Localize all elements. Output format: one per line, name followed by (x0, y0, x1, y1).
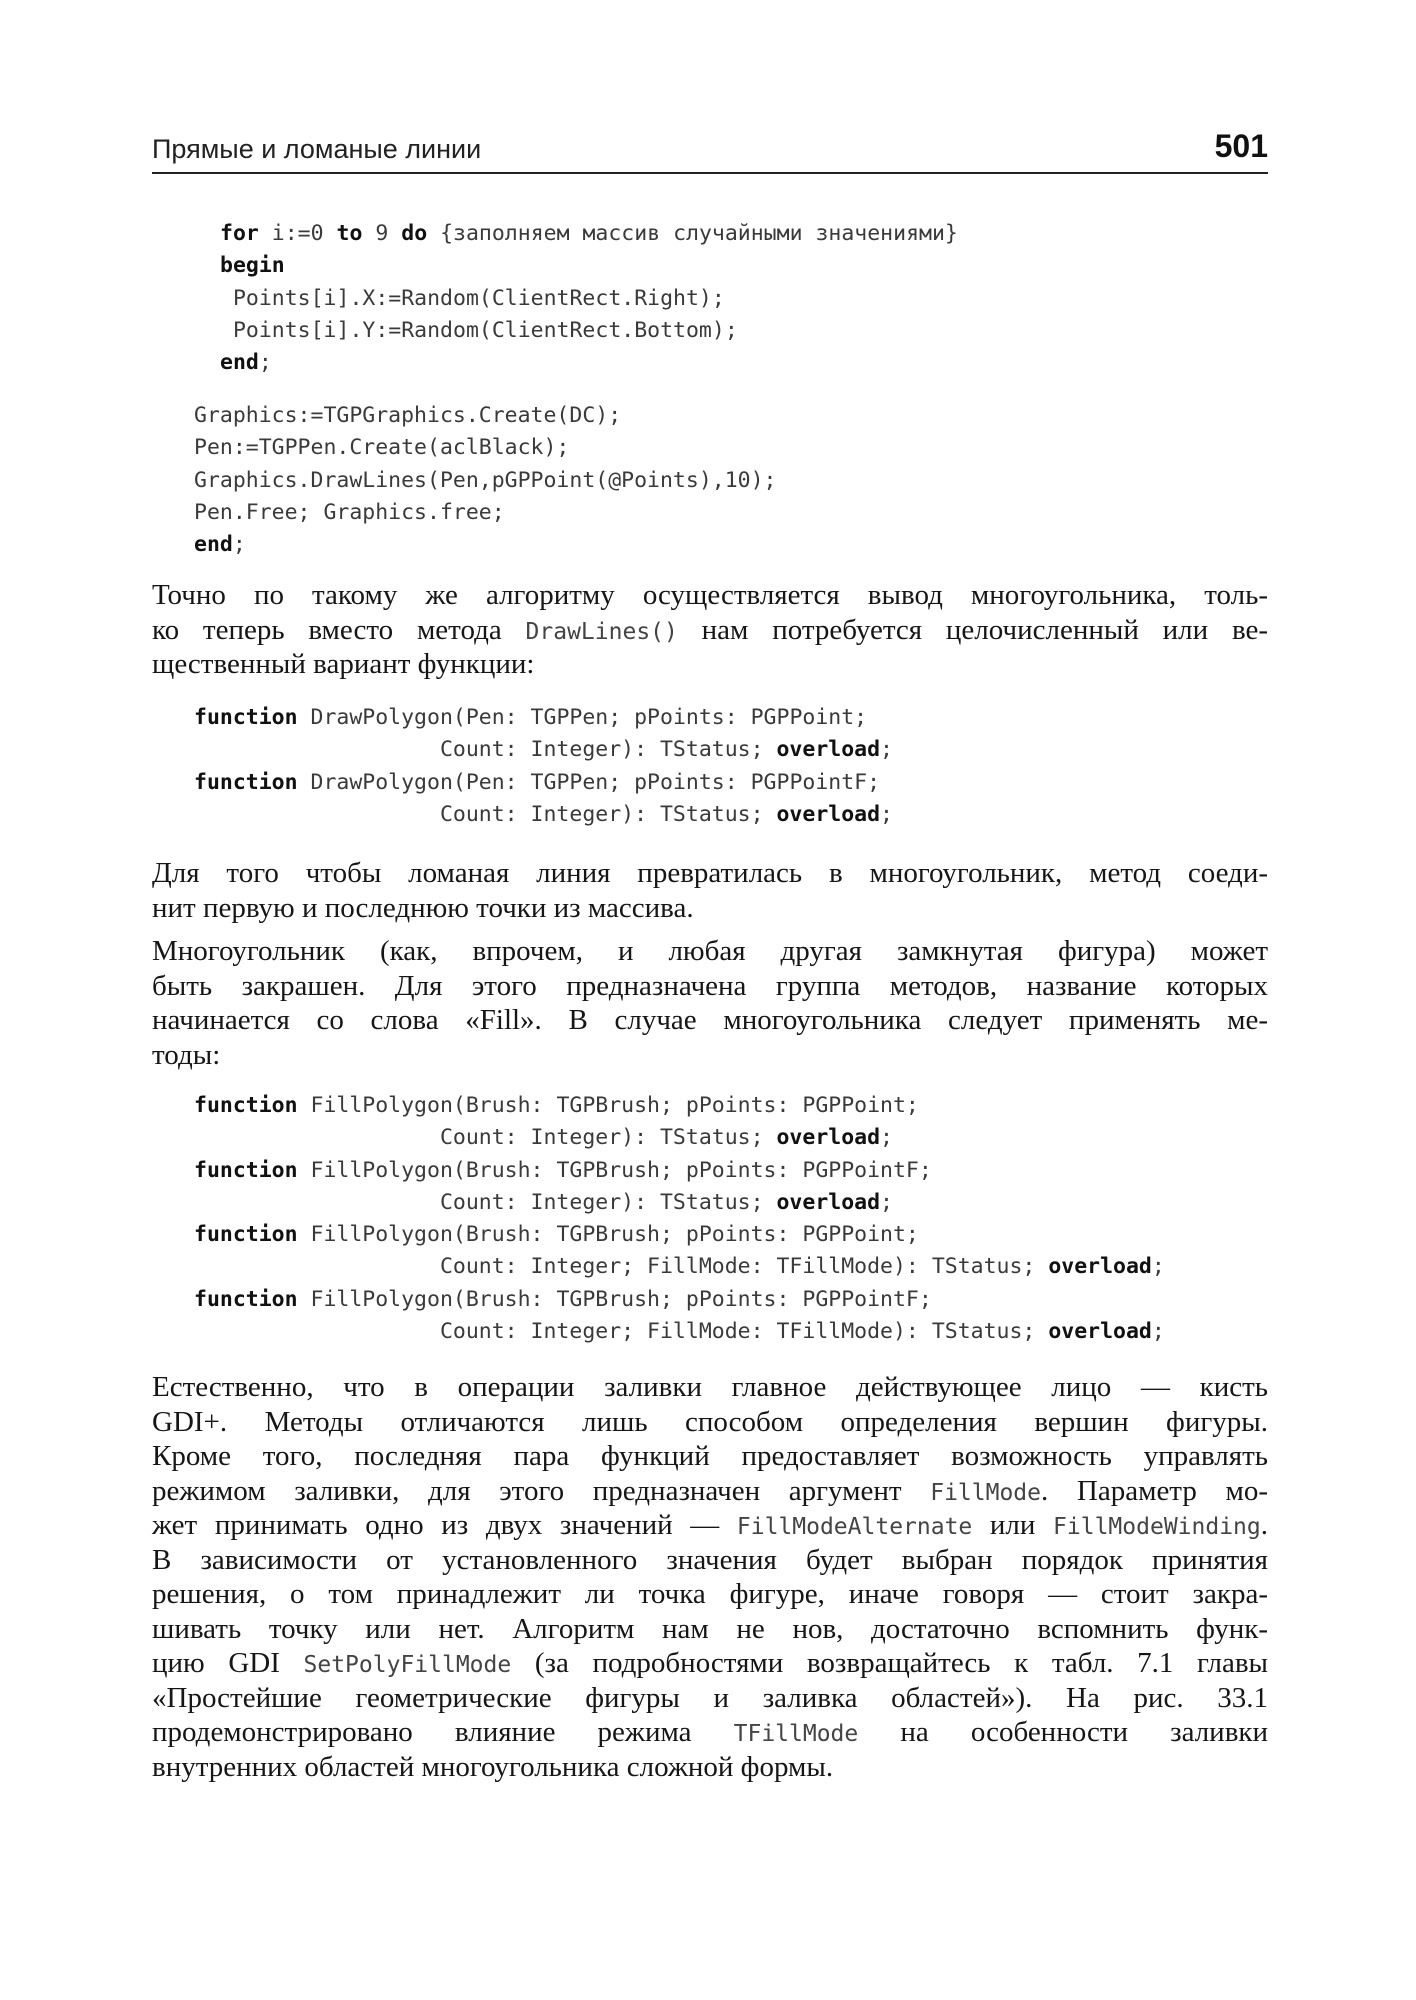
running-title: Прямые и ломаные линии (152, 134, 482, 164)
text-line: цию GDI SetPolyFillMode (за подробностями возвращайтесь к табл. 7.1 главы (152, 1647, 1268, 1679)
code-block-loop (220, 218, 1416, 379)
text-line: режимом заливки, для этого предназначен аргумент FillMode. Параметр мо- (152, 1474, 1268, 1507)
code-line: function FillPolygon(Brush: TGPBrush; pPoints: PGPPoint; (194, 1093, 919, 1118)
text-line: «Простейшие геометрические фигуры и заливка областей»). На рис. 33.1 (152, 1681, 1268, 1714)
code-line: Count: Integer): TStatus; overload; (194, 801, 893, 827)
code-line: function FillPolygon(Brush: TGPBrush; pPoints: PGPPoint; (194, 1222, 919, 1248)
text-line: В зависимости от установленного значения будет выбран порядок принятия (152, 1543, 1268, 1576)
code-line: Pen:=TGPPen.Create(aclBlack); (194, 435, 570, 461)
code-line: Pen.Free; Graphics.free; (194, 499, 505, 525)
paragraph-polygon-close (152, 856, 1268, 925)
code-line: end; (194, 532, 246, 558)
code-line: function DrawPolygon(Pen: TGPPen; pPoints: PGPPoint; (194, 705, 868, 730)
text-line: Многоугольник (как, впрочем, и любая другая замкнутая фигура) может (152, 935, 1268, 967)
code-line: Graphics.DrawLines(Pen,pGPPoint(@Points),10); (194, 467, 777, 493)
code-line: Count: Integer): TStatus; overload; (194, 1125, 893, 1151)
paragraph-fill-intro (152, 934, 1268, 1072)
code-line: Graphics:=TGPGraphics.Create(DC); (194, 403, 622, 428)
code-line: function DrawPolygon(Pen: TGPPen; pPoints: PGPPointF; (194, 769, 881, 795)
code-block-fillpolygon (194, 1090, 1416, 1348)
text-line: начинается со слова «Fill». В случае многоугольника следует применять ме- (152, 1004, 1268, 1036)
code-block-drawlines (194, 400, 1416, 561)
page-header (152, 128, 1268, 174)
text-line: продемонстрировано влияние режима TFillMode на особенности заливки (152, 1716, 1268, 1748)
code-line: Count: Integer; FillMode: TFillMode): TStatus; overload; (194, 1319, 1165, 1345)
text-line: Естественно, что в операции заливки главное действующее лицо — кисть (152, 1371, 1268, 1403)
text-line: нит первую и последнюю точки из массива. (152, 891, 694, 924)
code-line: Points[i].Y:=Random(ClientRect.Bottom); (220, 317, 738, 343)
code-line: Count: Integer): TStatus; overload; (194, 737, 893, 763)
text-line: Точно по такому же алгоритму осуществляется вывод многоугольника, толь- (152, 579, 1268, 611)
code-line: function FillPolygon(Brush: TGPBrush; pPoints: PGPPointF; (194, 1286, 932, 1312)
code-line: for i:=0 to 9 do {заполняем массив случайными значениями} (220, 221, 958, 246)
code-line: Count: Integer): TStatus; overload; (194, 1189, 893, 1215)
code-line: end; (220, 350, 272, 376)
text-line: внутренних областей многоугольника сложной формы. (152, 1750, 834, 1783)
paragraph-polygon-intro (152, 578, 1268, 682)
code-line: function FillPolygon(Brush: TGPBrush; pPoints: PGPPointF; (194, 1157, 932, 1183)
text-line: тоды: (152, 1038, 221, 1071)
page-number: 501 (1214, 128, 1268, 164)
text-line: решения, о том принадлежит ли точка фигуре, иначе говоря — стоит закра- (152, 1578, 1268, 1610)
text-line: щественный вариант функции: (152, 648, 535, 680)
text-line: шивать точку или нет. Алгоритм нам не нов, достаточно вспомнить функ- (152, 1612, 1268, 1645)
text-line: Для того чтобы ломаная линия превратилась в многоугольник, метод соеди- (152, 857, 1268, 889)
code-block-drawpolygon (194, 702, 1416, 831)
text-line: ко теперь вместо метода DrawLines() нам потребуется целочисленный или ве- (152, 613, 1269, 646)
paragraph-fill-explanation (152, 1370, 1268, 1784)
text-line: Кроме того, последняя пара функций предоставляет возможность управлять (152, 1440, 1268, 1472)
text-line: GDI+. Методы отличаются лишь способом определения вершин фигуры. (152, 1405, 1268, 1438)
text-line: быть закрашен. Для этого предназначена группа методов, название которых (152, 969, 1268, 1002)
text-line: жет принимать одно из двух значений — FillModeAlternate или FillModeWinding. (152, 1509, 1269, 1541)
code-line: begin (220, 253, 285, 279)
code-line: Points[i].X:=Random(ClientRect.Right); (220, 285, 725, 311)
code-line: Count: Integer; FillMode: TFillMode): TStatus; overload; (194, 1254, 1165, 1280)
